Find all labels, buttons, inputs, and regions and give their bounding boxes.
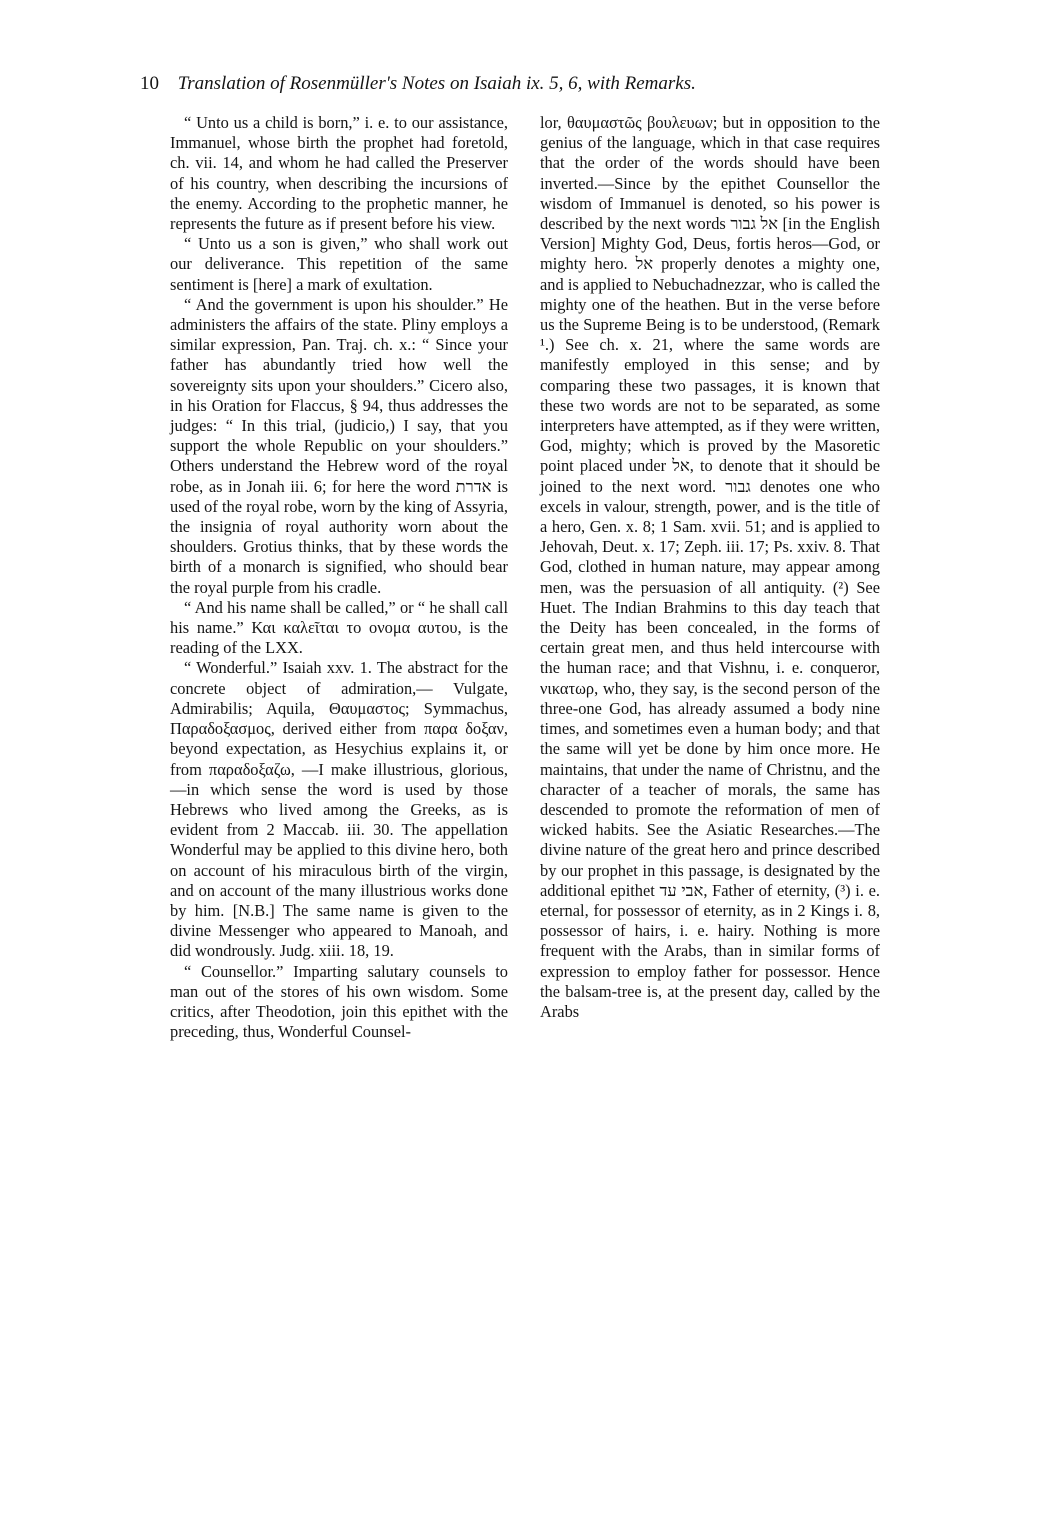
left-column: [170, 113, 508, 1042]
paragraph-mighty-god-continued: lor, θαυμαστῶς βουλευων; but in opposition to the genius of the language, which in that case requires that the order of the words should have been inverted.—Since by the epithet Counsellor the wisdom of Immanuel is denoted, so his power is described by the next words אל גבור [in the English Version] Mighty God, Deus, fortis heros—God, or mighty hero. אל properly denotes a mighty one, and is applied to Nebuchadnezzar, who is called the mighty one of the heathen. But in the verse before us the Supreme Being is to be understood, (Remark ¹.) See ch. x. 21, where the same words are manifestly employed in this sense; and by comparing these two passages, it is known that these two words are not to be separated, as some interpreters have attempted, as if they were written, God, mighty; which is proved by the Masoretic point placed under אל, to denote that it should be joined to the next word. גבור denotes one who excels in valour, strength, power, and is the title of a hero, Gen. x. 8; 1 Sam. xvii. 51; and is applied to Jehovah, Deut. x. 17; Zeph. iii. 17; Ps. xxiv. 8. That God, clothed in human nature, may appear among men, was the persuasion of all antiquity. (²) See Huet. The Indian Brahmins to this day teach that the Deity has been concealed, in the forms of certain great men, and thus held intercourse with the human race; and that Vishnu, i. e. conqueror, νικατωρ, who, they say, is the second person of the three-one God, has already assumed a body nine times, and sometimes even a human body; and that the same will yet be done by him once more. He maintains, that under the name of Christnu, and the character of a teacher of morals, the same has descended to promote the reformation of men of wicked habits. See the Asiatic Researches.—The divine nature of the great hero and prince described by our prophet in this passage, is designated by the additional epithet אבי עד, Father of eternity, (³) i. e. eternal, for possessor of eternity, as in 2 Kings i. 8, possessor of hairs, i. e. hairy. Nothing is more frequent with the Arabs, than in similar forms of expression to employ father for possessor. Hence the balsam-tree is, at the present day, called by the Arabs: [540, 113, 881, 1021]
paragraph-child-born: “ Unto us a child is born,” i. e. to our assistance, Immanuel, whose birth the prophet had foretold, ch. vii. 14, and whom he had called the Preserver of his country, when describing the incursions of the enemy. According to the prophetic manner, he represents the future as if present before his view.: [170, 113, 508, 234]
running-title: Translation of Rosenmüller's Notes on Isaiah ix. 5, 6, with Remarks.: [177, 73, 696, 94]
running-header: [140, 72, 910, 96]
page-number: 10: [140, 73, 159, 94]
right-column: [540, 113, 880, 1022]
paragraph-name-called: “ And his name shall be called,” or “ he shall call his name.” Και καλεῖται το ονομα αυτου, is the reading of the LXX.: [170, 597, 508, 658]
paragraph-wonderful: “ Wonderful.” Isaiah xxv. 1. The abstract for the concrete object of admiration,— Vulgate, Admirabilis; Aquila, Θαυμαστος; Symmachus, Παραδοξασμος, derived either from παρα δοξαν, beyond expectation, as Hesychius explains it, or from παραδοξαζω, —I make illustrious, glorious,—in which sense the word is used by those Hebrews who lived among the Greeks, as is evident from 2 Maccab. iii. 30. The appellation Wonderful may be applied to this divine hero, both on account of his miraculous birth of the virgin, and on account of the many illustrious works done by him. [N.B.] The same name is given to the divine Messenger who appeared to Manoah, and did wondrously. Judg. xiii. 18, 19.: [170, 658, 508, 961]
paragraph-son-given: “ Unto us a son is given,” who shall work out our deliverance. This repetition of the same sentiment is [here] a mark of exultation.: [170, 234, 508, 294]
paragraph-government-shoulder: “ And the government is upon his shoulder.” He administers the affairs of the state. Pliny employs a similar expression, Pan. Traj. ch. x.: “ Since your father has abundantly tried how well the sovereignty sits upon your shoulders.” Cicero also, in his Oration for Flaccus, § 94, thus addresses the judges: “ In this trial, (judicio,) I say, that you support the whole Republic on your shoulders.” Others understand the Hebrew word of the royal robe, as in Jonah iii. 6; for here the word אדרת is used of the royal robe, worn by the king of Assyria, the insignia of royal authority worn about the shoulders. Grotius thinks, that by these words the birth of a monarch is signified, who should bear the royal purple from his cradle.: [170, 294, 509, 597]
paragraph-counsellor: “ Counsellor.” Imparting salutary counsels to man out of the stores of his own wisdom. Some critics, after Theodotion, join this epithet with the preceding, thus, Wonderful Counsel-: [170, 961, 508, 1042]
